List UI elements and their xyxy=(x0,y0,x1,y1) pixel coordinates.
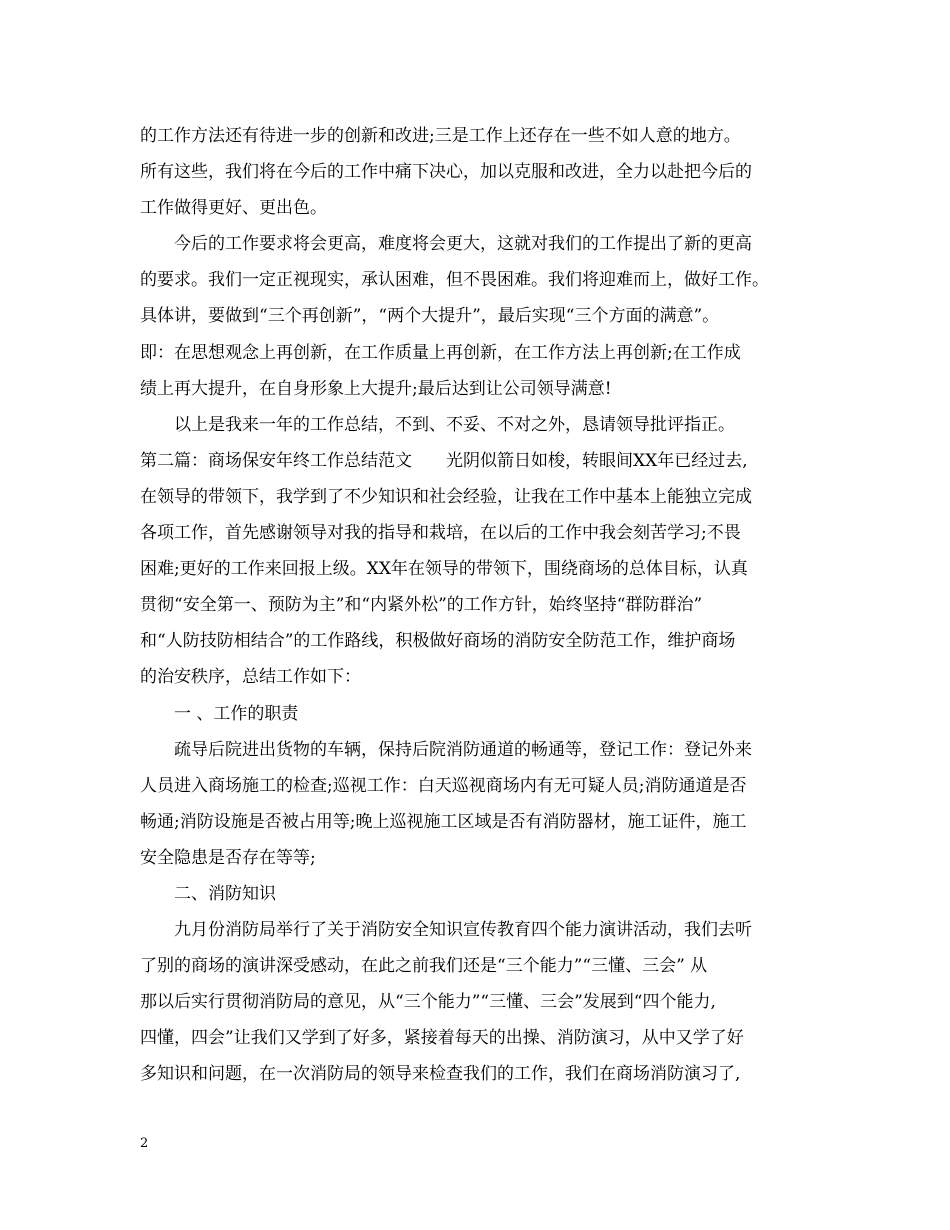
text-line: 工作做得更好、更出色。 xyxy=(140,198,327,219)
text-line: 贯彻“安全第一、预防为主”和“内紧外松”的工作方针，始终坚持“群防群治” xyxy=(140,595,703,616)
text-line: 人员进入商场施工的检查;巡视工作：白天巡视商场内有无可疑人员;消防通道是否 xyxy=(140,775,747,796)
text-line: 今后的工作要求将会更高，难度将会更大，这就对我们的工作提出了新的更高 xyxy=(174,234,752,255)
text-line: 以上是我来一年的工作总结，不到、不妥、不对之外，恳请领导批评指正。 xyxy=(174,414,735,435)
text-line: 在领导的带领下，我学到了不少知识和社会经验，让我在工作中基本上能独立完成 xyxy=(140,486,752,507)
text-line: 四懂，四会”让我们又学到了好多，紧接着每天的出操、消防演习，从中又学了好 xyxy=(140,1028,744,1049)
text-line: 困难;更好的工作来回报上级。XX年在领导的带领下，围绕商场的总体目标，认真 xyxy=(140,559,748,580)
section-heading: 二、消防知识 xyxy=(174,883,276,904)
text-line: 九月份消防局举行了关于消防安全知识宣传教育四个能力演讲活动，我们去听 xyxy=(174,920,752,941)
text-line: 多知识和问题，在一次消防局的领导来检查我们的工作，我们在商场消防演习了, xyxy=(140,1064,741,1085)
text-line: 那以后实行贯彻消防局的意见，从“三个能力”“三懂、三会”发展到“四个能力, xyxy=(140,992,716,1013)
text-line: 了别的商场的演讲深受感动，在此之前我们还是“三个能力”“三懂、三会” 从 xyxy=(140,956,708,977)
text-line: 第二篇：商场保安年终工作总结范文 光阴似箭日如梭，转眼间XX年已经过去, xyxy=(140,450,748,471)
text-line: 各项工作，首先感谢领导对我的指导和栽培，在以后的工作中我会刻苦学习;不畏 xyxy=(140,523,741,544)
document-body xyxy=(140,118,820,1093)
page-number: 2 xyxy=(140,1136,149,1151)
text-line: 即：在思想观念上再创新，在工作质量上再创新，在工作方法上再创新;在工作成 xyxy=(140,342,741,363)
text-line: 的治安秩序，总结工作如下： xyxy=(140,667,361,688)
text-line: 的要求。我们一定正视现实，承认困难，但不畏困难。我们将迎难而上，做好工作。 xyxy=(140,270,769,291)
text-line: 绩上再大提升，在自身形象上大提升;最后达到让公司领导满意! xyxy=(140,378,612,399)
text-line: 安全隐患是否存在等等; xyxy=(140,847,316,868)
text-line: 疏导后院进出货物的车辆，保持后院消防通道的畅通等，登记工作：登记外来 xyxy=(174,739,752,760)
text-line: 畅通;消防设施是否被占用等;晚上巡视施工区域是否有消防器材，施工证件，施工 xyxy=(140,811,747,832)
text-line: 和“人防技防相结合”的工作路线，积极做好商场的消防安全防范工作，维护商场 xyxy=(140,631,736,652)
text-line: 所有这些，我们将在今后的工作中痛下决心，加以克服和改进，全力以赴把今后的 xyxy=(140,162,752,183)
text-line: 的工作方法还有待进一步的创新和改进;三是工作上还存在一些不如人意的地方。 xyxy=(140,126,741,146)
text-line: 具体讲，要做到“三个再创新”，“两个大提升”，最后实现“三个方面的满意”。 xyxy=(140,306,720,327)
section-heading: 一 、工作的职责 xyxy=(174,703,299,724)
